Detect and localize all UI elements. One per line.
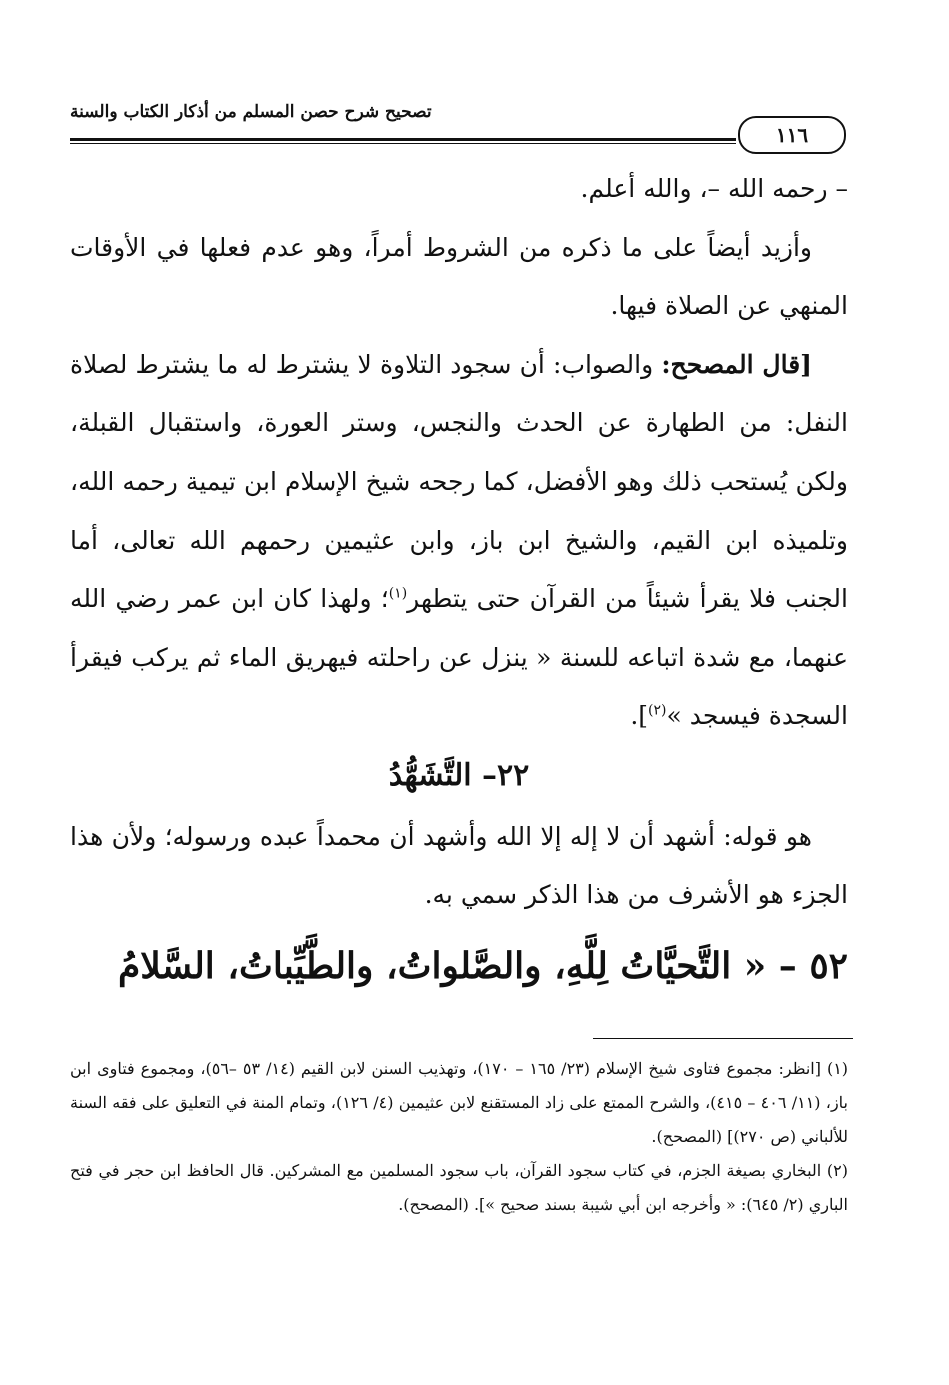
book-title: تصحيح شرح حصن المسلم من أذكار الكتاب والسنة [70, 102, 432, 122]
footnote-divider [593, 1038, 853, 1039]
paragraph-text: ؛ ولهذا كان ابن عمر رضي الله عنهما، مع شدة اتباعه للسنة « ينزل عن راحلته فيهريق الماء ثم يركب فيقرأ السجدة فيسجد » [70, 584, 848, 731]
paragraph-text: ]. [630, 701, 649, 731]
page-header [70, 88, 846, 148]
hadith-text: ٥٢ – « التَّحيَّاتُ لِلَّهِ، والصَّلواتُ، والطَّيِّباتُ، السَّلامُ [117, 945, 848, 987]
footnote: (١) [انظر: مجموع فتاوى شيخ الإسلام (٢٣/ ١٦٥ – ١٧٠)، وتهذيب السنن لابن القيم (١٤/ ٥٣ –٥٦)، ومجموع فتاوى ابن باز، (١١/ ٤٠٦ – ٤١٥)، والشرح الممتع على زاد المستقنع لابن عثيمين (٤/ ١٢٦)، وتمام المنة في التعليق على فقه السنة للألباني (ص ٢٧٠)] (المصحح). [70, 1059, 849, 1146]
main-text [70, 160, 848, 746]
paragraph: – رحمه الله –، والله أعلم. [580, 174, 848, 203]
paragraph: وأزيد أيضاً على ما ذكره من الشروط أمراً، وهو عدم فعلها في الأوقات المنهي عن الصلاة فيها. [70, 232, 848, 321]
header-rule [70, 138, 736, 141]
footnote: (٢) البخاري بصيغة الجزم، في كتاب سجود القرآن، باب سجود المسلمين مع المشركين. قال الحافظ ابن حجر في فتح الباري (٢/ ٦٤٥): « وأخرجه ابن أبي شيبة بسند صحيح »]. (المصحح). [70, 1161, 848, 1214]
paragraph: هو قوله: أشهد أن لا إله إلا الله وأشهد أن محمداً عبده ورسوله؛ ولأن هذا الجزء هو الأشرف من هذا الذكر سمي به. [70, 822, 848, 909]
paragraph-text: والصواب: أن سجود التلاوة لا يشترط له ما يشترط لصلاة النفل: من الطهارة عن الحدث والنجس، وستر العورة، واستقبال القبلة، ولكن يُستحب ذلك وهو الأفضل، كما رجحه شيخ الإسلام ابن تيمية رحمه الله، وتلميذه ابن القيم، والشيخ ابن باز، وابن عثيمين رحمهم الله تعالى، أما الجنب فلا يقرأ شيئاً من القرآن حتى يتطهر [70, 349, 848, 614]
corrector-note [70, 336, 848, 746]
section-heading: ٢٢– التَّشَهُّدُ [388, 758, 530, 793]
corrector-label: [قال المصحح: [661, 349, 812, 379]
section-text [70, 808, 848, 924]
footnotes [70, 1052, 848, 1222]
page-number: ١١٦ [738, 116, 846, 154]
footnote-ref[interactable]: (٢) [648, 703, 667, 720]
header-rule-thin [70, 143, 736, 144]
footnote-ref[interactable]: (١) [388, 585, 408, 602]
